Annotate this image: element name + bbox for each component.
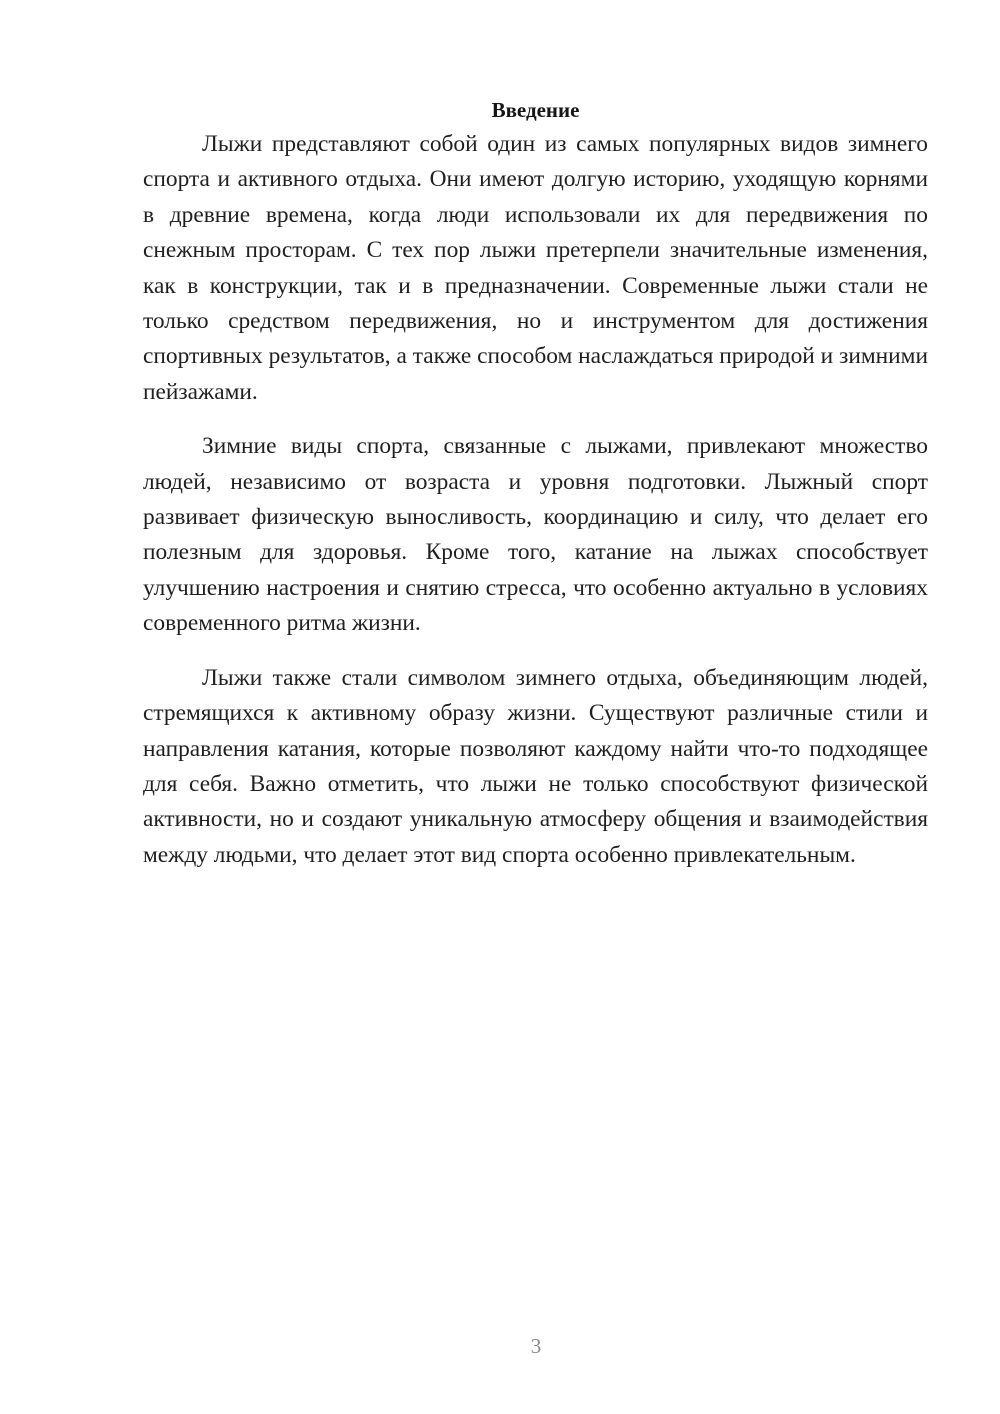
- paragraph-3: Лыжи также стали символом зимнего отдыха, объединяющим людей, стремящихся к активному образу жизни. Существуют различные стили и направления катания, которые позволяют каждому найти что-то подходящее для себя. Важно отметить, что лыжи не только способствуют физической активности, но и создают уникальную атмосферу общения и взаимодействия между людьми, что делает этот вид спорта особенно привлекательным.: [143, 664, 928, 868]
- page-number: 3: [530, 1334, 542, 1358]
- page-content: [143, 95, 928, 892]
- paragraph-1: Лыжи представляют собой один из самых популярных видов зимнего спорта и активного отдыха. Они имеют долгую историю, уходящую корнями в древние времена, когда люди использовали их для передвижения по снежным просторам. С тех пор лыжи претерпели значительные изменения, как в конструкции, так и в предназначении. Современные лыжи стали не только средством передвижения, но и инструментом для достижения спортивных результатов, а также способом наслаждаться природой и зимними пейзажами.: [143, 131, 928, 405]
- section-heading: Введение: [491, 98, 580, 122]
- paragraph-2: Зимние виды спорта, связанные с лыжами, привлекают множество людей, независимо от возраста и уровня подготовки. Лыжный спорт развивает физическую выносливость, координацию и силу, что делает его полезным для здоровья. Кроме того, катание на лыжах способствует улучшению настроения и снятию стресса, что особенно актуально в условиях современного ритма жизни.: [143, 433, 928, 637]
